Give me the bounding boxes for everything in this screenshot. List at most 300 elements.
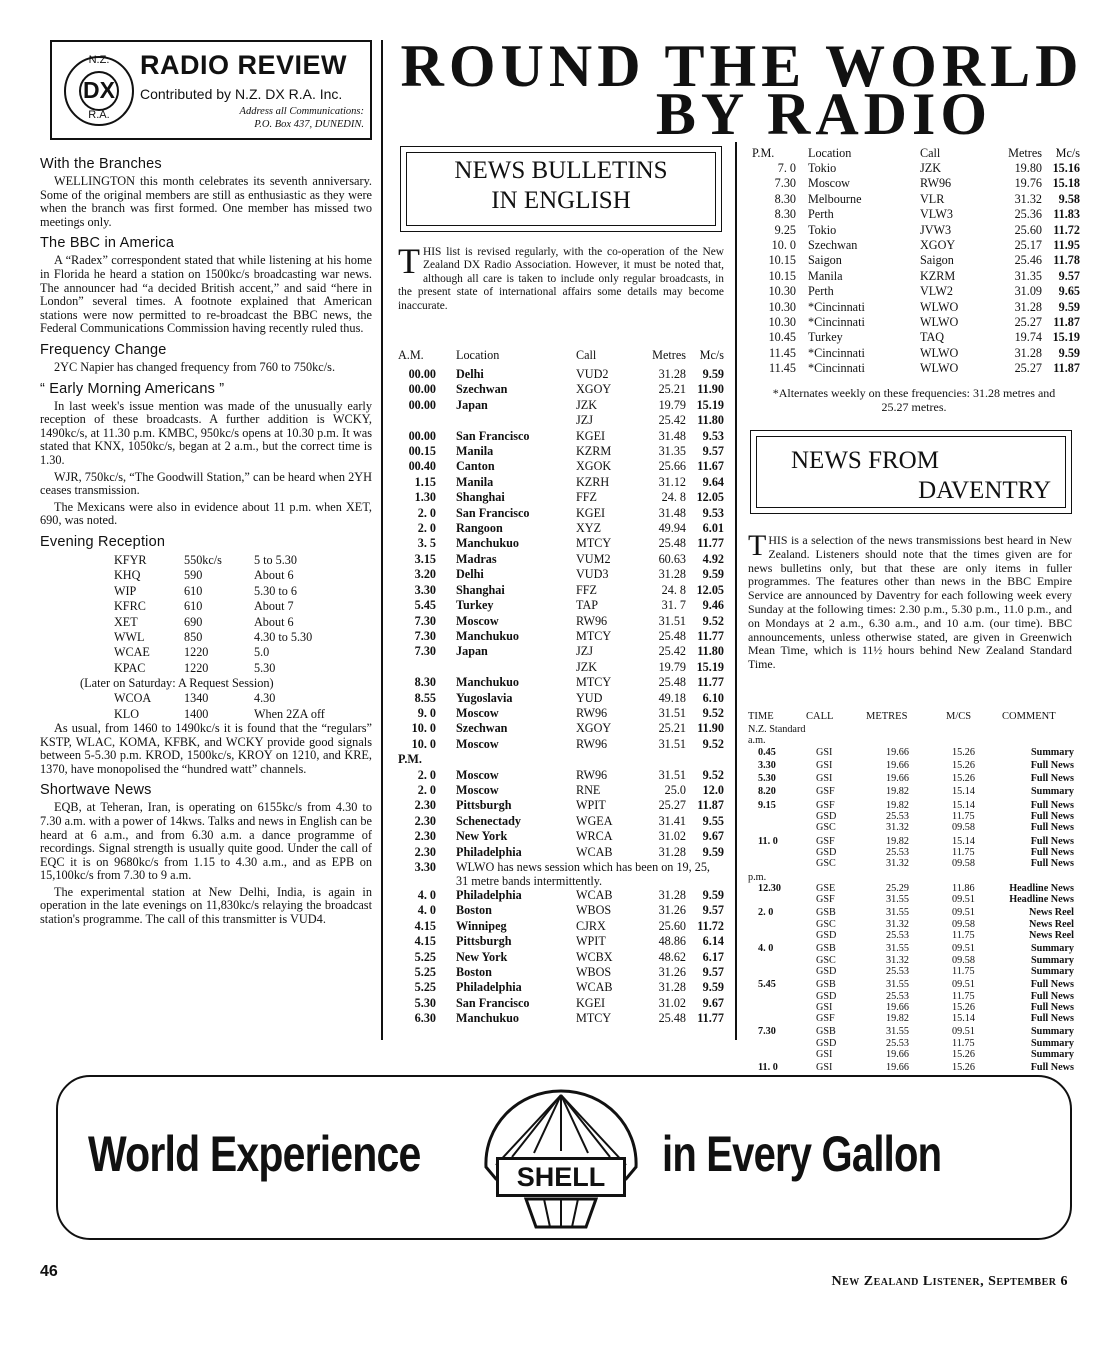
call-cell: GSD [816,990,837,1002]
metres-cell: 19.82 [886,835,909,847]
mcs-cell: 15.14 [952,786,975,798]
table-row [398,629,724,644]
comment-cell: News Reel [1029,918,1074,930]
table-row [398,1011,724,1026]
station-frequency: 1220 [184,660,209,675]
time-cell: 3.20 [414,567,436,582]
location-cell: Schenectady [456,813,521,828]
comment-cell: Full News [1030,773,1074,785]
reception-time: 5.0 [254,645,270,660]
comment-cell: Full News [1030,835,1074,847]
time-cell: 10.45 [768,330,796,345]
station-frequency: 610 [184,583,203,598]
column-rule-left [381,40,383,1040]
table-row [398,798,724,813]
bbc-text: A “Radex” correspondent stated that while listening at his home in Florida he heard a station on 1500kc/s broadcasting war news. The announcer had “a decided British accent,” and said “here in London” several times. A footnote explained that American stations were now permitted to re-broadcast the BBC news, the Federal Communications Commission having recently ruled thus. [40,253,372,336]
time-cell: 12.30 [758,882,781,894]
location-cell: Rangoon [456,521,503,536]
metres-header: Metres [1008,146,1042,160]
mcs-cell: 09.58 [952,954,975,966]
mcs-cell: 11.80 [697,644,724,659]
station-call: KPAC [114,660,146,675]
metres-cell: 25.27 [658,798,686,813]
metres-cell: 25.27 [1014,315,1042,330]
table-row [114,630,312,645]
mcs-cell: 9.46 [702,598,724,613]
mcs-cell: 9.52 [702,767,724,782]
metres-cell: 25.66 [658,459,686,474]
time-header: A.M. [398,348,424,362]
call-header: CALL [806,711,834,722]
time-cell [748,822,806,833]
time-cell: 4.15 [414,934,436,949]
table-row [398,903,724,918]
mcs-cell: 15.26 [952,1001,975,1013]
location-cell [456,413,576,428]
call-cell: WCAB [576,888,613,902]
call-cell: VLW3 [920,207,953,222]
time-cell [748,894,806,905]
call-cell: TAQ [920,330,945,345]
call-cell: WLWO [920,361,959,376]
location-header: Location [456,348,500,362]
call-cell: MTCY [576,628,612,643]
metres-cell: 25.42 [658,413,686,428]
location-cell: Philadelphia [456,844,522,859]
call-cell: WBOS [576,965,612,980]
table-row [752,315,1080,330]
time-cell: 5.30 [414,995,436,1010]
table-row [398,829,724,844]
metres-cell: 31.48 [658,428,686,443]
daventry-intro-text: HIS is a selection of the news transmissions best heard in New Zealand. Listeners should note that the times given are for news bulletins only, but that these are only items in fuller programmes. The features other than news in the BBC Empire Service are announced by Daventry for each following week every Sunday at the following times: 2.30 p.m., 5.30 p.m., 11.0 p.m., and on Mondays at 2 a.m., 6.30 a.m., and 10 a.m. (our time). BBC announcements, unless otherwise stated, are given in Greenwich Mean Time, which is 11½ hours behind New Zealand Standard Time. [748,533,1072,672]
comment-cell: Summary [1030,1049,1074,1061]
call-cell: VLW2 [920,284,953,299]
station-call: WWL [114,629,145,644]
table-row [748,847,1074,858]
am-label [748,735,1074,746]
table-row [398,490,724,505]
time-cell: 10.15 [768,268,796,283]
time-cell [748,966,806,977]
mcs-cell: 6.01 [702,521,724,536]
metres-cell: 19.82 [886,1013,909,1025]
metres-cell: 31.55 [886,907,909,919]
table-row [398,996,724,1011]
time-cell: 2. 0 [417,505,436,520]
location-cell: San Francisco [456,505,530,520]
location-cell: Manila [456,444,494,459]
location-cell: Melbourne [808,191,862,206]
time-cell: 8.20 [758,786,776,798]
call-cell: GSF [816,799,835,811]
mcs-cell: 9.55 [702,813,724,828]
mcs-cell: 9.57 [702,965,724,980]
mcs-cell: 11.75 [952,1037,975,1049]
table-row [398,814,724,829]
comment-header: COMMENT [1002,711,1056,722]
time-cell: 00.15 [408,444,436,459]
comment-cell: Summary [1030,1026,1074,1038]
time-cell: 6.30 [414,1011,436,1026]
table-row [398,888,724,903]
table-row [114,661,312,676]
time-cell: 7.30 [414,628,436,643]
location-cell: Perth [808,284,834,299]
location-cell: Winnipeg [456,918,507,933]
table-row [748,858,1074,869]
headline-line-2: BY RADIO [655,81,992,147]
location-cell: Delhi [456,367,484,381]
metres-cell: 31.55 [886,979,909,991]
metres-cell: 31.51 [658,705,686,720]
station-frequency: 1220 [184,645,209,660]
metres-cell: 25.53 [886,811,909,823]
call-cell: WCBX [576,949,613,964]
table-row [748,811,1074,822]
call-cell: WPIT [576,934,606,949]
reception-time: 4.30 to 5.30 [254,629,313,644]
metres-cell: 60.63 [658,551,686,566]
table-row [752,253,1080,268]
metres-cell: 25.53 [886,1037,909,1049]
time-cell: 5.25 [414,980,436,995]
metres-cell: 19.66 [886,773,909,785]
call-cell: TAP [576,598,599,613]
call-cell: KGEI [576,505,606,520]
metres-cell: 31.32 [886,954,909,966]
location-cell: Shanghai [456,582,505,597]
early-text-2: WJR, 750kc/s, “The Goodwill Station,” can be heard when 2YH ceases transmission. [40,469,372,498]
comment-cell: Full News [1030,1001,1074,1013]
time-cell [398,660,456,675]
call-cell: VUD2 [576,367,609,381]
comment-cell: Full News [1030,759,1074,771]
location-cell: Shanghai [456,490,505,505]
table-row [398,934,724,949]
table-row [398,768,724,783]
table-row [114,599,312,614]
station-call: WCAE [114,645,150,660]
time-cell: 4.15 [414,918,436,933]
time-cell: 10. 0 [411,721,436,736]
frequency-text: 2YC Napier has changed frequency from 760 to 750kc/s. [54,359,336,374]
table-row [398,614,724,629]
ad-brand-text: SHELL [496,1157,626,1197]
metres-cell: 19.66 [886,1049,909,1061]
bulletins-intro-text: HIS list is revised regularly, with the co-operation of the New Zealand DX Radio Association. However, it must be noted that, although all care is taken to include only regular broadcasts, in the present state of international affairs some details may become inaccurate. [398,246,724,312]
comment-cell: Summary [1030,1037,1074,1049]
call-cell: GSC [816,918,836,930]
call-cell: RW96 [576,705,608,720]
pm-list-table [752,146,1080,377]
location-cell: Pittsburgh [456,934,512,949]
time-cell: 10. 0 [771,238,796,253]
table-row [752,269,1080,284]
metres-cell: 31.32 [886,822,909,834]
mcs-cell: 11.72 [697,918,724,933]
table-row [752,223,1080,238]
metres-header: Metres [652,348,686,362]
reception-time: 5.30 [254,660,276,675]
mcs-cell: 12.0 [702,782,724,797]
location-cell: Moscow [456,705,499,720]
metres-cell: 25.48 [658,628,686,643]
location-cell: Moscow [808,176,850,191]
call-cell: WBOS [576,903,612,918]
drop-cap: T [398,241,420,281]
table-row [748,773,1074,784]
metres-cell: 19.66 [886,746,909,758]
mcs-cell: 11.72 [1053,222,1080,237]
call-cell: GSD [816,965,837,977]
comment-cell: Full News [1030,1062,1074,1074]
time-cell: 3.30 [414,860,436,874]
mcs-cell: 9.65 [1058,284,1080,299]
time-cell: 8.30 [774,207,796,222]
call-cell: KZRM [576,444,612,459]
time-cell [748,1049,806,1060]
call-header: Call [920,146,941,160]
time-cell [748,991,806,1002]
call-cell: VLR [920,191,945,206]
mcs-header: Mc/s [699,348,724,362]
mcs-cell: 15.16 [1052,161,1080,175]
mcs-cell: 9.57 [702,444,724,459]
call-cell: WLWO [920,345,959,360]
call-cell: JZK [920,161,941,175]
call-cell: JZJ [576,644,593,659]
daventry-intro [748,529,1072,672]
metres-cell: 25.60 [1014,222,1042,237]
radio-review-title: RADIO REVIEW [140,50,348,80]
call-cell: GSI [816,746,833,758]
reception-time: About 7 [254,599,294,614]
station-call: KHQ [114,568,141,583]
metres-cell: 31.28 [658,367,686,381]
time-cell [748,811,806,822]
time-cell: 00.00 [408,397,436,412]
mcs-cell: 15.26 [952,759,975,771]
metres-cell: 31.28 [658,844,686,859]
location-cell: Philadelphia [456,888,522,902]
metres-cell: 31.51 [658,767,686,782]
call-cell: RW96 [576,613,608,628]
table-row [398,950,724,965]
table-row [114,615,312,630]
call-cell: GSD [816,1037,837,1049]
table-row [398,413,724,428]
radio-review-box [50,40,372,140]
station-frequency: 690 [184,614,203,629]
mcs-cell: 6.14 [702,934,724,949]
station-frequency: 1340 [184,691,209,706]
time-cell: 2. 0 [758,907,774,919]
location-cell: New York [456,829,508,844]
mcs-cell: 11.95 [1053,238,1080,253]
location-cell: Szechwan [456,382,508,397]
time-cell: 3. 5 [417,536,436,551]
mcs-cell: 6.10 [702,690,724,705]
call-cell: JVW3 [920,222,952,237]
evening-table-2 [114,691,325,722]
metres-cell: 19.76 [1014,176,1042,191]
comment-cell: Summary [1030,746,1074,758]
call-cell: FFZ [576,582,598,597]
call-cell: JZJ [576,413,593,428]
comment-cell: News Reel [1029,907,1074,919]
metres-cell: 25.48 [658,1011,686,1026]
table-row [398,382,724,397]
reception-time: 5 to 5.30 [254,552,297,567]
mcs-cell: 9.59 [702,567,724,582]
daventry-drop-cap: T [748,529,767,562]
metres-cell: 25.46 [1014,253,1042,268]
table-row [398,475,724,490]
metres-cell: 31.35 [658,444,686,459]
metres-cell: 31.28 [1014,345,1042,360]
table-row [398,521,724,536]
daventry-box [750,430,1072,514]
table-row [748,991,1074,1002]
comment-cell: Full News [1030,822,1074,834]
mcs-cell: 11.78 [1053,253,1080,268]
time-cell: 8.30 [414,675,436,690]
table-row [398,737,724,752]
time-cell: 7.30 [414,644,436,659]
location-header: Location [808,146,852,160]
station-call: XET [114,614,138,629]
table-row [114,691,325,706]
station-call: KFYR [114,552,147,567]
table-row [398,444,724,459]
call-cell: WLWO [920,299,959,314]
mcs-cell: 09.58 [952,822,975,834]
call-cell: XGOY [920,238,956,253]
metres-cell: 31.26 [658,903,686,918]
mcs-cell: 15.14 [952,799,975,811]
comment-cell: Full News [1030,811,1074,823]
mcs-cell: 15.19 [696,397,724,412]
time-cell: 00.40 [408,459,436,474]
time-cell [748,1013,806,1024]
metres-cell: 25.53 [886,846,909,858]
table-row [398,367,724,382]
table-row [752,284,1080,299]
bulletins-box-line-2: IN ENGLISH [491,187,631,214]
metres-cell: 31.48 [658,505,686,520]
metres-cell: 31.26 [658,965,686,980]
time-cell: 7.30 [774,176,796,191]
mcs-cell: 15.18 [1052,176,1080,191]
metres-cell: 25.53 [886,930,909,942]
pm-label: P.M. [398,752,422,767]
call-cell: GSF [816,1013,835,1025]
location-cell: Boston [456,903,492,918]
table-row [748,1002,1074,1013]
branches-text: WELLINGTON this month celebrates its seventh anniversary. Some of the original members are still as enthusiastic as they were when the branch was first formed. One member has missed two meetings only. [40,174,372,229]
call-cell: GSB [816,979,836,991]
time-cell: 11.45 [769,345,796,360]
time-cell: 11.45 [769,361,796,376]
table-row [398,706,724,721]
call-cell: MTCY [576,536,612,551]
call-cell: VUD3 [576,567,609,582]
metres-cell: 19.82 [886,799,909,811]
time-cell [748,847,806,858]
table-row [398,845,724,860]
mcs-cell: 9.59 [702,367,724,381]
time-cell: 4. 0 [417,903,436,918]
metres-cell: 31.28 [1014,299,1042,314]
table-row [752,176,1080,191]
mcs-cell: 11.77 [697,1011,724,1026]
time-cell [748,858,806,869]
table-row [748,1038,1074,1049]
table-row [748,1049,1074,1060]
metres-header: METRES [866,711,908,722]
table-row [748,907,1074,918]
time-cell: 10.30 [768,315,796,330]
time-cell: 4. 0 [758,943,774,955]
time-cell: 5.45 [414,598,436,613]
table-row [114,645,312,660]
pm-label-text: p.m. [748,871,767,883]
time-cell: 7.30 [758,1026,776,1038]
evening-text: As usual, from 1460 to 1490kc/s it is found that the “regulars” KSTP, WLAC, KOMA, KFBK, and WCKY provide good signals between 5-5.30 p.m. KROD, 1500kc/s, KROY on 1210, and KRE, 1370, have monopolised the “hundred watt” channels. [40,720,372,776]
call-cell: RW96 [576,767,608,782]
call-cell: GSB [816,943,836,955]
table-row [752,192,1080,207]
metres-cell: 19.66 [886,1062,909,1074]
mcs-cell: 11.77 [697,628,724,643]
call-cell: GSI [816,759,833,771]
table-row [752,330,1080,345]
pm-label [748,872,1074,883]
mcs-cell: 09.51 [952,894,975,906]
table-row [748,1026,1074,1037]
shortwave-text-2: The experimental station at New Delhi, India, is again in operation in the late evenings on 11,830kc/s relaying the broadcast station's programme. The call of this transmitter is VUD4. [40,884,372,927]
comment-cell: Full News [1030,990,1074,1002]
logo-top-text: N.Z. [88,54,110,66]
table-row [748,822,1074,833]
table-row [748,966,1074,977]
evening-note: (Later on Saturday: A Request Session) [80,676,274,691]
time-cell: 2. 0 [417,521,436,536]
bulletins-table [398,348,724,1027]
time-cell: 4. 0 [417,888,436,902]
address-line-2: P.O. Box 437, DUNEDIN. [254,119,364,130]
location-cell: Moscow [456,613,499,628]
location-cell: Manchukuo [456,536,519,551]
station-frequency: 850 [184,629,203,644]
mcs-cell: 11.75 [952,990,975,1002]
comment-cell: Full News [1030,1013,1074,1025]
table-row [752,300,1080,315]
call-cell: GSB [816,1026,836,1038]
location-cell: Tokio [808,161,837,175]
location-cell: Moscow [456,767,499,782]
call-cell: FFZ [576,490,598,505]
table-row [114,553,312,568]
mcs-cell: 9.59 [1058,299,1080,314]
table-row [748,979,1074,990]
time-cell: 9. 0 [417,705,436,720]
metres-cell: 49.18 [658,690,686,705]
location-cell: San Francisco [456,428,530,443]
call-cell: WCAB [576,980,613,995]
mcs-cell: 11.87 [697,798,724,813]
